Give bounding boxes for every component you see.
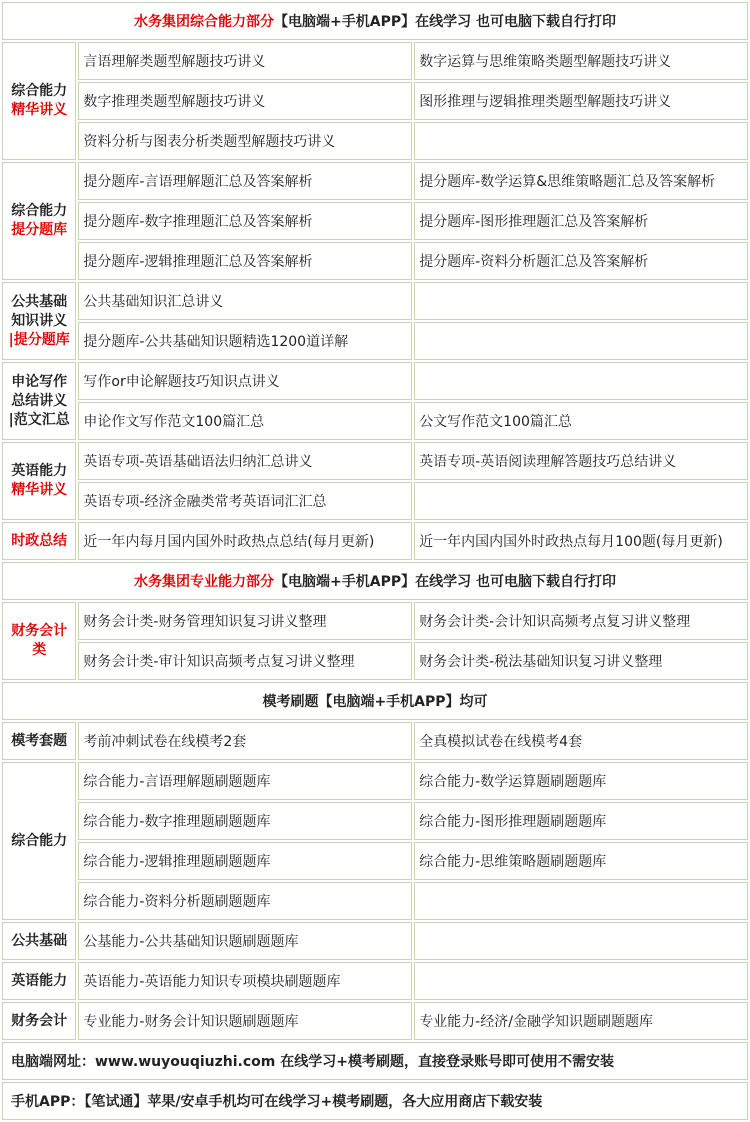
section-title-black: 【电脑端+手机APP】在线学习 也可电脑下载自行打印 <box>274 14 616 30</box>
category-label: 英语能力 <box>11 463 68 479</box>
list-item[interactable]: 全真模拟试卷在线模考4套 <box>414 722 748 760</box>
list-item[interactable]: 英语专项-英语基础语法归纳汇总讲义 <box>78 442 412 480</box>
footer-mobile-app[interactable]: 手机APP：【笔试通】苹果/安卓手机均可在线学习+模考刷题，各大应用商店下载安装 <box>2 1082 748 1120</box>
list-item[interactable]: 公文写作范文100篇汇总 <box>414 402 748 440</box>
empty-cell <box>414 962 748 1000</box>
empty-cell <box>414 922 748 960</box>
category-label-highlight: 财务会计 <box>11 623 68 639</box>
list-item[interactable]: 综合能力-逻辑推理题刷题题库 <box>78 842 412 880</box>
list-item[interactable]: 公共基础知识汇总讲义 <box>78 282 412 320</box>
list-item[interactable]: 资料分析与图表分析类题型解题技巧讲义 <box>78 122 412 160</box>
category-cell <box>2 442 76 520</box>
category-label: |范文汇总 <box>8 411 70 428</box>
list-item[interactable]: 写作or申论解题技巧知识点讲义 <box>78 362 412 400</box>
list-item[interactable]: 提分题库-数学运算&思维策略题汇总及答案解析 <box>414 162 748 200</box>
list-item[interactable]: 综合能力-思维策略题刷题题库 <box>414 842 748 880</box>
empty-cell <box>414 882 748 920</box>
list-item[interactable]: 言语理解类题型解题技巧讲义 <box>78 42 412 80</box>
category-label: 综合能力 <box>11 203 68 219</box>
list-item[interactable]: 近一年内国内国外时政热点每月100题(每月更新) <box>414 522 748 560</box>
category-cell: 英语能力 <box>2 962 76 1000</box>
list-item[interactable]: 英语专项-经济金融类常考英语词汇汇总 <box>78 482 412 520</box>
category-cell: 综合能力 <box>2 762 76 920</box>
category-label-highlight: |提分题库 <box>8 331 70 348</box>
empty-cell <box>414 122 748 160</box>
category-cell: 财务会计 <box>2 1002 76 1040</box>
list-item[interactable]: 数字运算与思维策略类题型解题技巧讲义 <box>414 42 748 80</box>
category-label-highlight: 精华讲义 <box>11 482 68 498</box>
section-header-professional <box>2 562 748 600</box>
list-item[interactable]: 申论作文写作范文100篇汇总 <box>78 402 412 440</box>
list-item[interactable]: 综合能力-数学运算题刷题题库 <box>414 762 748 800</box>
category-cell <box>2 602 76 680</box>
list-item[interactable]: 英语能力-英语能力知识专项模块刷题题库 <box>78 962 412 1000</box>
empty-cell <box>414 322 748 360</box>
list-item[interactable]: 提分题库-言语理解题汇总及答案解析 <box>78 162 412 200</box>
list-item[interactable]: 综合能力-资料分析题刷题题库 <box>78 882 412 920</box>
empty-cell <box>414 482 748 520</box>
category-cell <box>2 42 76 160</box>
list-item[interactable]: 近一年内每月国内国外时政热点总结(每月更新) <box>78 522 412 560</box>
section-header-general <box>2 2 748 40</box>
list-item[interactable]: 提分题库-公共基础知识题精选1200道详解 <box>78 322 412 360</box>
category-label: 知识讲义 <box>11 312 68 329</box>
list-item[interactable]: 综合能力-数字推理题刷题题库 <box>78 802 412 840</box>
category-cell <box>2 362 76 440</box>
list-item[interactable]: 英语专项-英语阅读理解答题技巧总结讲义 <box>414 442 748 480</box>
empty-cell <box>414 282 748 320</box>
list-item[interactable]: 专业能力-经济/金融学知识题刷题题库 <box>414 1002 748 1040</box>
category-label: 申论写作 <box>11 373 68 390</box>
list-item[interactable]: 财务会计类-税法基础知识复习讲义整理 <box>414 642 748 680</box>
list-item[interactable]: 提分题库-图形推理题汇总及答案解析 <box>414 202 748 240</box>
footer-pc-website[interactable]: 电脑端网址：www.wuyouqiuzhi.com 在线学习+模考刷题，直接登录账号即可使用不需安装 <box>2 1042 748 1080</box>
list-item[interactable]: 提分题库-数字推理题汇总及答案解析 <box>78 202 412 240</box>
category-label-highlight: 提分题库 <box>11 222 68 238</box>
category-label-highlight: 类 <box>32 642 47 658</box>
category-label: 总结讲义 <box>11 392 68 409</box>
list-item[interactable]: 数字推理类题型解题技巧讲义 <box>78 82 412 120</box>
category-cell: 公共基础 <box>2 922 76 960</box>
category-cell: 模考套题 <box>2 722 76 760</box>
category-label-highlight: 精华讲义 <box>11 102 68 118</box>
section-title-black: 【电脑端+手机APP】在线学习 也可电脑下载自行打印 <box>274 574 616 590</box>
list-item[interactable]: 财务会计类-会计知识高频考点复习讲义整理 <box>414 602 748 640</box>
category-cell: 时政总结 <box>2 522 76 560</box>
list-item[interactable]: 综合能力-图形推理题刷题题库 <box>414 802 748 840</box>
list-item[interactable]: 专业能力-财务会计知识题刷题题库 <box>78 1002 412 1040</box>
list-item[interactable]: 考前冲刺试卷在线模考2套 <box>78 722 412 760</box>
list-item[interactable]: 提分题库-逻辑推理题汇总及答案解析 <box>78 242 412 280</box>
list-item[interactable]: 财务会计类-审计知识高频考点复习讲义整理 <box>78 642 412 680</box>
list-item[interactable]: 提分题库-资料分析题汇总及答案解析 <box>414 242 748 280</box>
category-cell <box>2 162 76 280</box>
category-label: 综合能力 <box>11 83 68 99</box>
category-cell <box>2 282 76 360</box>
category-label: 公共基础 <box>11 293 68 310</box>
list-item[interactable]: 公基能力-公共基础知识题刷题题库 <box>78 922 412 960</box>
section-header-mock-exam: 模考刷题【电脑端+手机APP】均可 <box>2 682 748 720</box>
list-item[interactable]: 综合能力-言语理解题刷题题库 <box>78 762 412 800</box>
list-item[interactable]: 图形推理与逻辑推理类题型解题技巧讲义 <box>414 82 748 120</box>
list-item[interactable]: 财务会计类-财务管理知识复习讲义整理 <box>78 602 412 640</box>
section-title-red: 水务集团综合能力部分 <box>134 14 275 30</box>
empty-cell <box>414 362 748 400</box>
section-title-red: 水务集团专业能力部分 <box>134 574 275 590</box>
